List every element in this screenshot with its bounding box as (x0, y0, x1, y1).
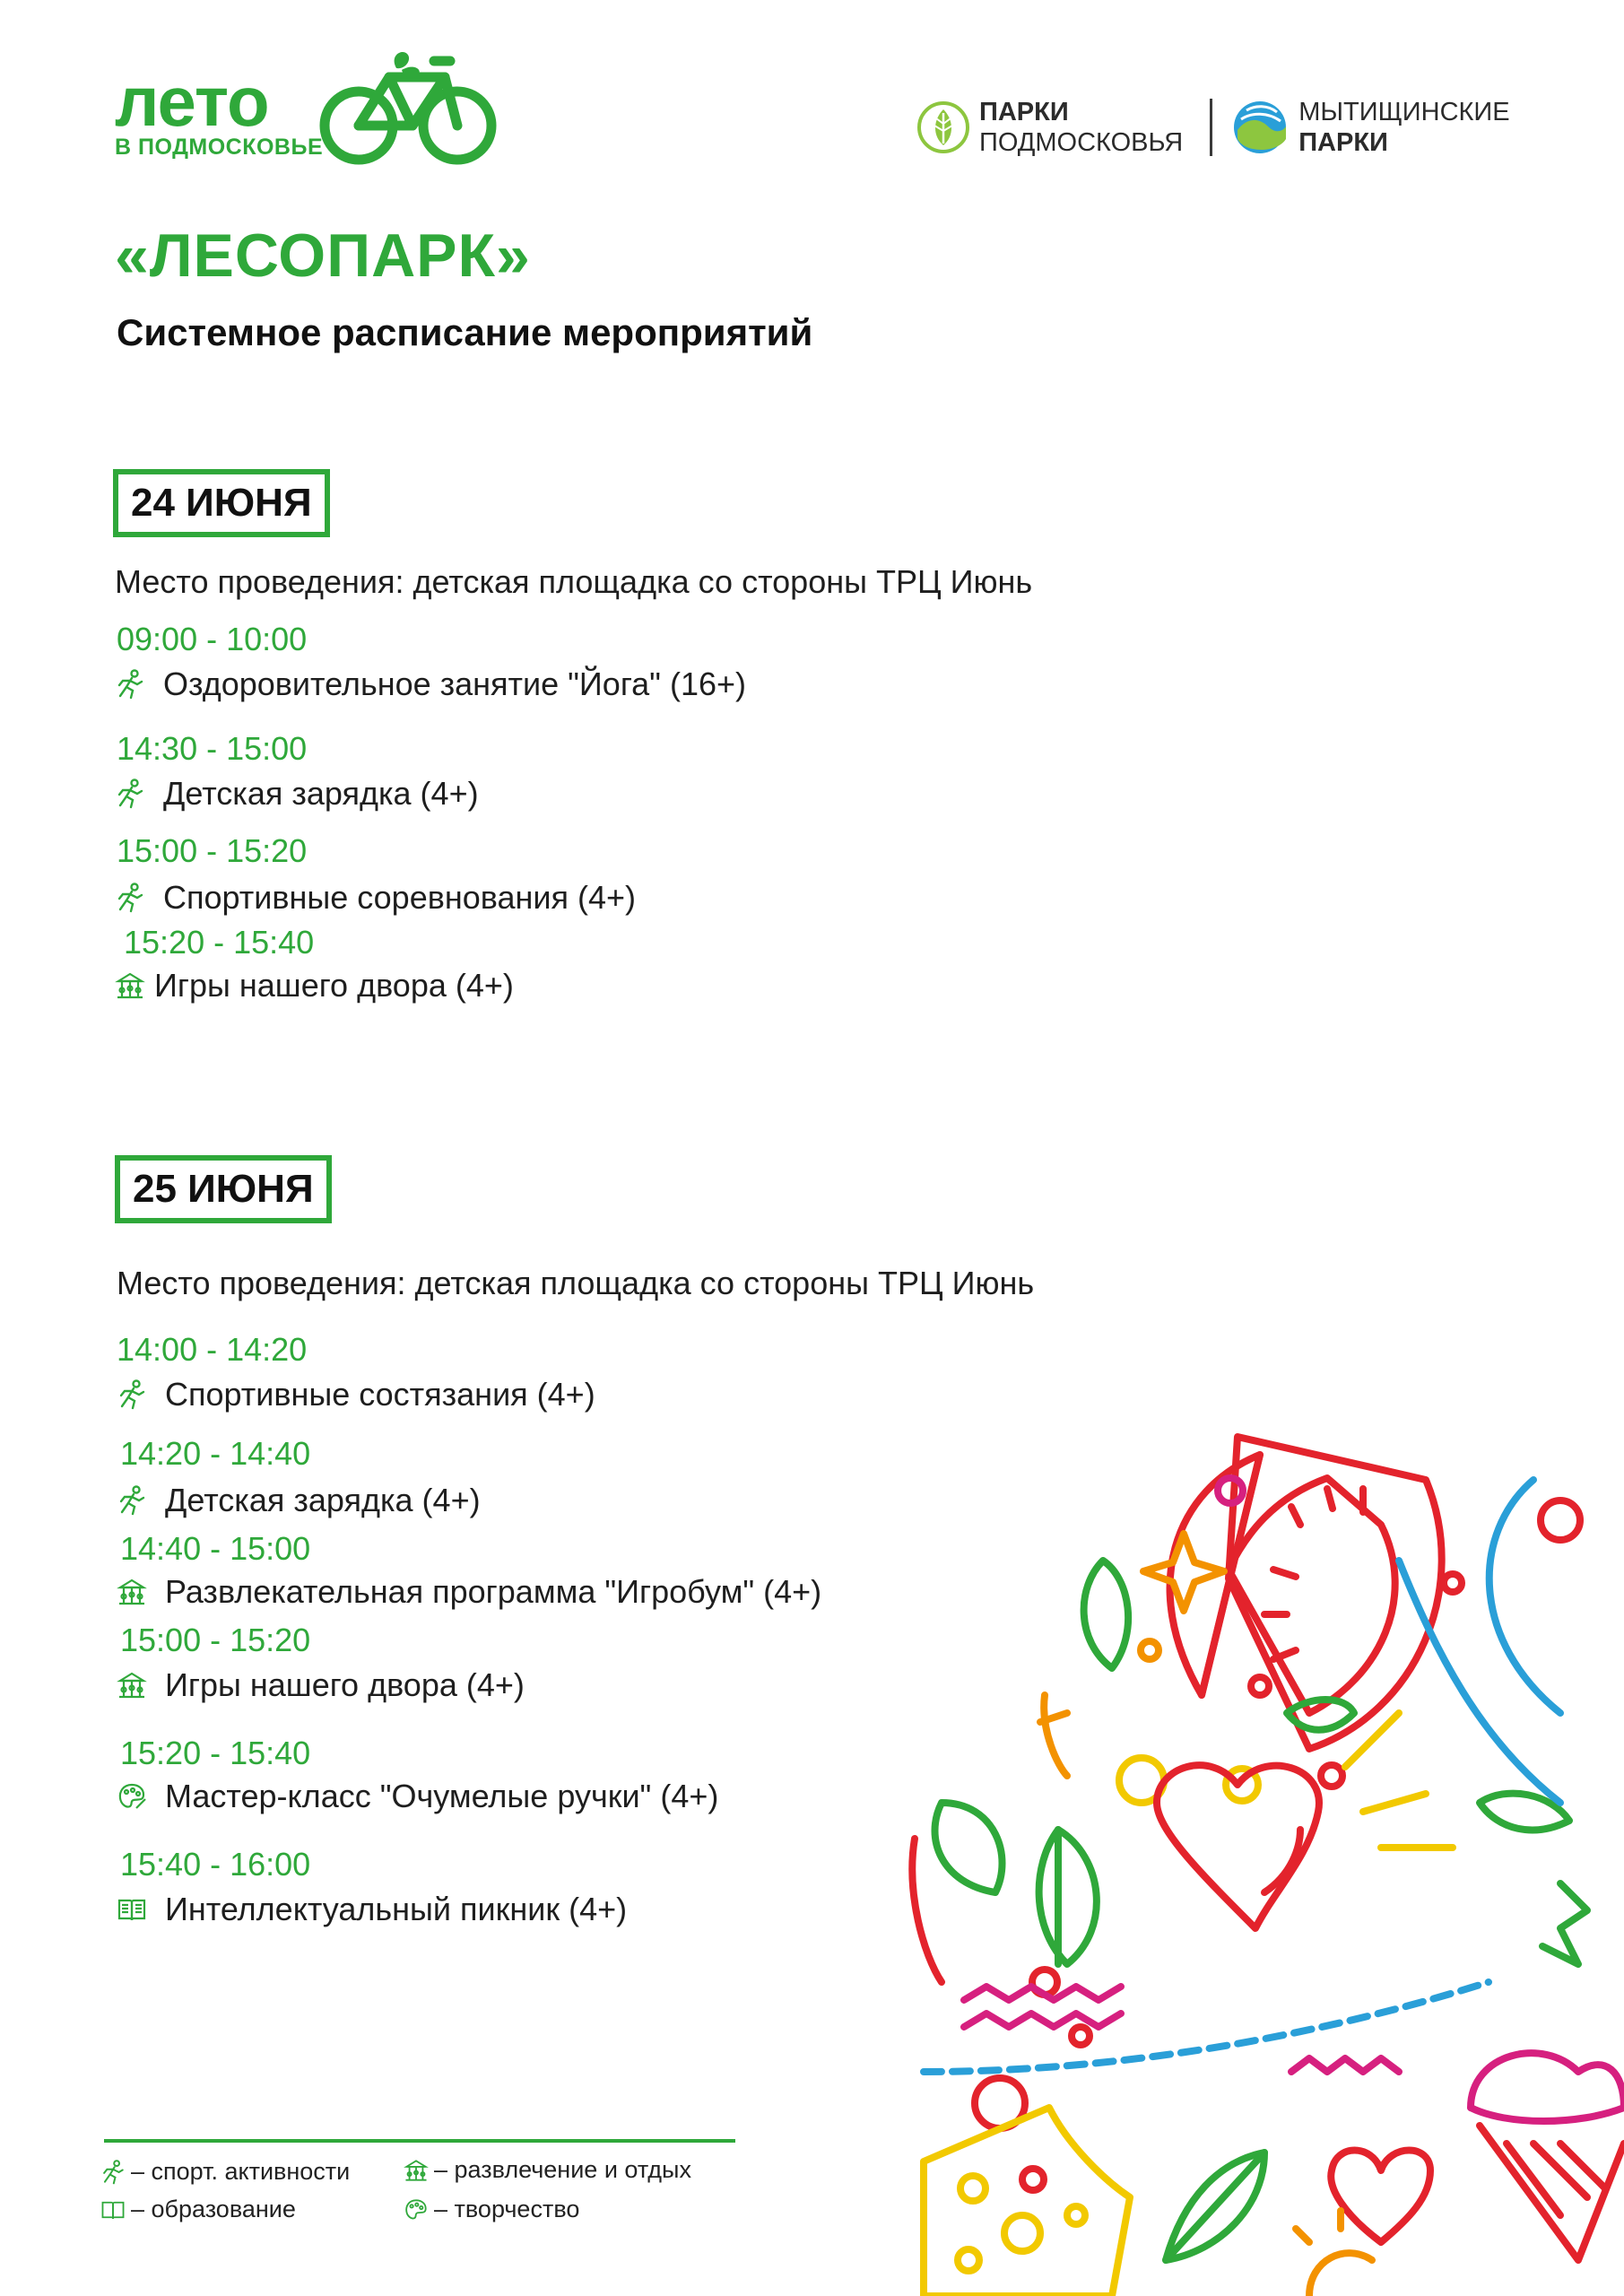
event-time: 14:40 - 15:00 (120, 1530, 311, 1567)
legend-divider (104, 2139, 735, 2143)
decorative-illustration (843, 1426, 1624, 2296)
partner-logos (916, 97, 1510, 158)
event-name: Игры нашего двора (4+) (165, 1666, 525, 1703)
event-item (115, 665, 746, 703)
legend-sport-label: – спорт. активности (131, 2158, 351, 2185)
globe-logo-icon (1232, 100, 1288, 155)
event-time: 14:20 - 14:40 (120, 1435, 311, 1472)
legend-sport (100, 2158, 350, 2186)
sport-icon (115, 669, 145, 700)
event-item (115, 879, 636, 917)
event-name: Интеллектуальный пикник (4+) (165, 1891, 628, 1927)
event-name: Спортивные состязания (4+) (165, 1376, 595, 1413)
legend-creativity (404, 2196, 579, 2223)
event-item (117, 1376, 595, 1413)
sport-icon (117, 1379, 147, 1410)
partner2-line1: МЫТИЩИНСКИЕ (1298, 98, 1510, 126)
date-badge-day2: 25 ИЮНЯ (115, 1155, 332, 1223)
carousel-icon (117, 1670, 147, 1700)
event-name: Мастер-класс "Очумелые ручки" (4+) (165, 1778, 719, 1814)
leaf-logo-icon (916, 100, 970, 154)
event-name: Детская зарядка (4+) (163, 775, 479, 812)
date-badge-day1: 24 ИЮНЯ (113, 469, 330, 537)
bicycle-icon (319, 50, 499, 167)
event-time: 14:00 - 14:20 (117, 1331, 308, 1368)
event-item (115, 775, 479, 813)
legend-education (100, 2196, 296, 2223)
event-time: 15:20 - 15:40 (124, 924, 315, 961)
legend-entertainment-label: – развлечение и отдых (434, 2156, 691, 2183)
event-name: Оздоровительное занятие "Йога" (16+) (163, 665, 747, 702)
logo-subtitle: В ПОДМОСКОВЬЕ (115, 135, 324, 160)
sport-icon (117, 1485, 147, 1516)
partner2-line2: ПАРКИ (1298, 128, 1388, 157)
page-title: «ЛЕСОПАРК» (115, 222, 531, 290)
event-name: Развлекательная программа "Игробум" (4+) (165, 1573, 822, 1610)
legend-entertainment (404, 2156, 691, 2184)
event-time: 15:00 - 15:20 (120, 1622, 311, 1658)
place-day2: Место проведения: детская площадка со стороны ТРЦ Июнь (117, 1265, 1035, 1301)
carousel-icon (117, 1577, 147, 1607)
sport-icon (115, 778, 145, 809)
carousel-icon (404, 2158, 429, 2183)
event-time: 15:20 - 15:40 (120, 1735, 311, 1771)
event-item (117, 1891, 627, 1928)
place-day1: Место проведения: детская площадка со стороны ТРЦ Июнь (115, 563, 1033, 600)
partner1-line1: ПАРКИ (979, 98, 1069, 126)
event-name: Детская зарядка (4+) (165, 1482, 481, 1518)
event-time: 15:00 - 15:20 (117, 832, 308, 869)
legend-education-label: – образование (131, 2196, 296, 2222)
event-time: 15:40 - 16:00 (120, 1846, 311, 1883)
palette-icon (404, 2197, 429, 2222)
palette-icon (117, 1781, 147, 1812)
book-icon (100, 2197, 126, 2222)
logo-title: лето (115, 62, 269, 141)
book-icon (117, 1894, 147, 1925)
event-item (115, 967, 514, 1004)
event-item (117, 1482, 481, 1519)
event-time: 14:30 - 15:00 (117, 730, 308, 767)
leto-logo (115, 62, 324, 161)
partner1-line2: ПОДМОСКОВЬЯ (979, 128, 1184, 157)
event-time: 09:00 - 10:00 (117, 621, 308, 657)
legend-creativity-label: – творчество (434, 2196, 580, 2222)
sport-icon (115, 883, 145, 913)
event-item (117, 1573, 821, 1611)
sport-icon (100, 2160, 126, 2185)
page-subtitle: Системное расписание мероприятий (117, 311, 813, 353)
event-name: Игры нашего двора (4+) (154, 967, 514, 1004)
event-name: Спортивные соревнования (4+) (163, 879, 636, 916)
logo-divider (1210, 99, 1212, 156)
carousel-icon (115, 970, 145, 1001)
event-item (117, 1666, 525, 1704)
event-item (117, 1778, 718, 1815)
